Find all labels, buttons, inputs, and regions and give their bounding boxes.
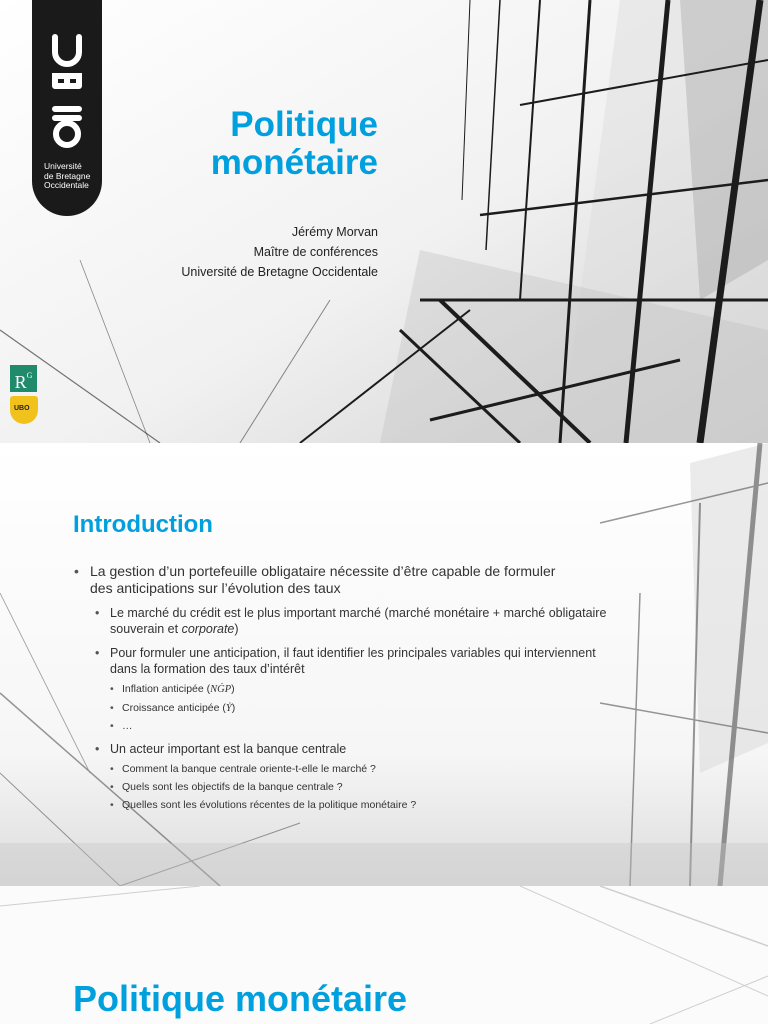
ubo-letters-icon [50, 34, 84, 152]
bullet-dot-icon: • [74, 563, 79, 579]
author-affiliation: Université de Bretagne Occidentale [181, 265, 378, 279]
bullet-dot-icon: • [110, 763, 114, 775]
bullet-dot-icon: • [110, 781, 114, 793]
ubo-caption: Université de Bretagne Occidentale [44, 161, 91, 190]
bullet-subsub: • Inflation anticipée (NĠP) [110, 683, 235, 695]
title-slide [0, 0, 768, 443]
bullet-dot-icon: • [110, 720, 114, 732]
presentation-title: Politique monétaire [210, 105, 378, 182]
author-name: Jérémy Morvan [291, 225, 378, 239]
author-role: Maître de conférences [253, 245, 378, 259]
bullet-dot-icon: • [110, 702, 114, 714]
bullet-sub: • Pour formuler une anticipation, il faut identifier les principales variables qui interviennent dans la formation des taux d’intérêt [95, 646, 596, 676]
bullet-main: • La gestion d’un portefeuille obligataire nécessite d’être capable de formuler des anticipations sur l’évolution des taux [74, 563, 556, 596]
inflation-symbol: NĠP [210, 684, 232, 695]
bullet-subsub: • Comment la banque centrale oriente-t-elle le marché ? [110, 763, 376, 775]
bullet-dot-icon: • [110, 683, 114, 695]
bullet-subsub: • Quelles sont les évolutions récentes de la politique monétaire ? [110, 799, 417, 811]
bullet-dot-icon: • [95, 606, 100, 620]
bullet-dot-icon: • [95, 646, 100, 660]
ubo-badge-logo: UBO [10, 396, 38, 424]
bullet-subsub: • Croissance anticipée (Ẏ) [110, 702, 236, 714]
bullet-dot-icon: • [95, 742, 100, 756]
bullet-subsub: • Quels sont les objectifs de la banque centrale ? [110, 781, 343, 793]
author-block [120, 222, 378, 282]
rg-logo: $R^G$ [10, 365, 37, 392]
bullet-sub: • Un acteur important est la banque centrale [95, 742, 347, 756]
architecture-background [0, 0, 768, 443]
slide-title: Introduction [73, 511, 213, 538]
ubo-logo [32, 0, 102, 216]
section-title: Politique monétaire [73, 978, 408, 1019]
growth-symbol: Ẏ [225, 703, 232, 714]
bullet-dot-icon: • [110, 799, 114, 811]
bullet-sub: • Le marché du crédit est le plus important marché (marché monétaire + marché obligataire souverain et corporate) [95, 606, 607, 636]
bullet-subsub: • … [110, 720, 133, 732]
